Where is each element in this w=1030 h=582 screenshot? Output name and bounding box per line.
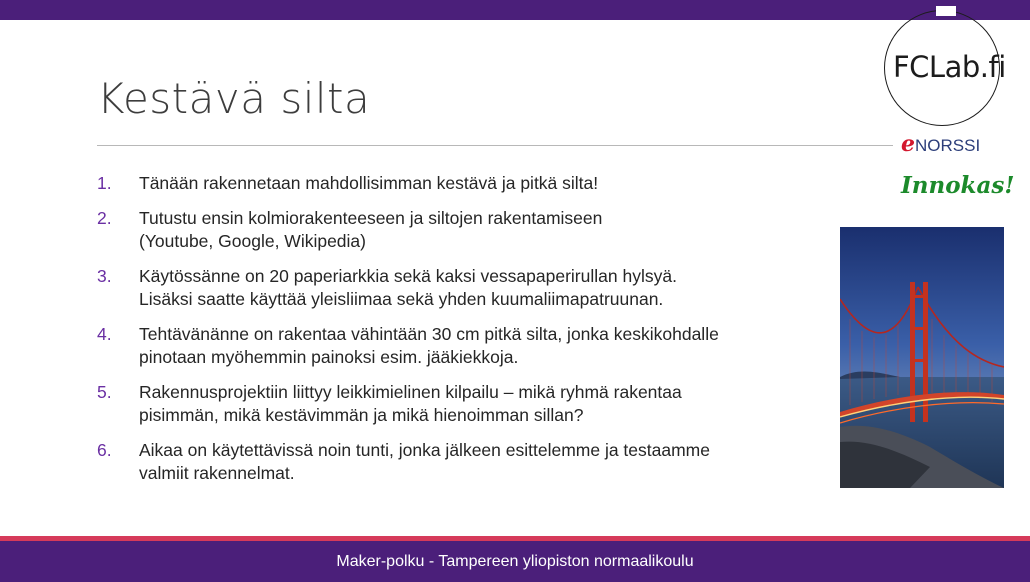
fclab-logo: FCLab.fi [893, 50, 1006, 84]
golden-gate-bridge-photo [840, 227, 1004, 488]
innokas-logo: Innokas! [901, 172, 1015, 199]
list-item-text: Tänään rakennetaan mahdollisimman kestävä ja pitkä silta! [139, 173, 599, 193]
list-item-number: 3. [97, 266, 112, 286]
footer-text: Maker-polku - Tampereen yliopiston normaalikoulu [336, 553, 694, 570]
header-bar [0, 0, 1030, 20]
list-item-number: 5. [97, 382, 112, 402]
list-item-text: Käytössänne on 20 paperiarkkia sekä kaksi vessapaperirullan hylsyä. Lisäksi saatte käyttää yleisliimaa sekä yhden kuumaliimapatruunan. [139, 266, 677, 309]
list-item [97, 265, 812, 311]
footer-bar [0, 541, 1030, 582]
list-item [97, 323, 812, 369]
title-divider [97, 145, 893, 146]
enorssi-logo-e: e [901, 131, 915, 157]
list-item-number: 6. [97, 440, 112, 460]
list-item-text: Rakennusprojektiin liittyy leikkimielinen kilpailu – mikä ryhmä rakentaa pisimmän, mikä kestävimmän ja mikä hienoimman sillan? [139, 382, 682, 425]
list-item-text: Tehtävänänne on rakentaa vähintään 30 cm pitkä silta, jonka keskikohdalle pinotaan myöhemmin painoksi esim. jääkiekkoja. [139, 324, 719, 367]
fclab-logo-ring-gap [936, 6, 956, 16]
slide-title: Kestävä silta [97, 74, 371, 123]
list-item-number: 1. [97, 173, 112, 193]
list-item [97, 439, 812, 485]
list-item [97, 207, 812, 253]
enorssi-logo-text: NORSSI [915, 136, 981, 155]
list-item-number: 4. [97, 324, 112, 344]
list-item [97, 172, 812, 195]
list-item-text: Tutustu ensin kolmiorakenteeseen ja siltojen rakentamiseen (Youtube, Google, Wikipedia) [139, 208, 603, 251]
enorssi-logo [901, 131, 980, 157]
list-item [97, 381, 812, 427]
list-item-number: 2. [97, 208, 112, 228]
list-item-text: Aikaa on käytettävissä noin tunti, jonka jälkeen esittelemme ja testaamme valmiit rakennelmat. [139, 440, 710, 483]
task-list [97, 172, 812, 497]
